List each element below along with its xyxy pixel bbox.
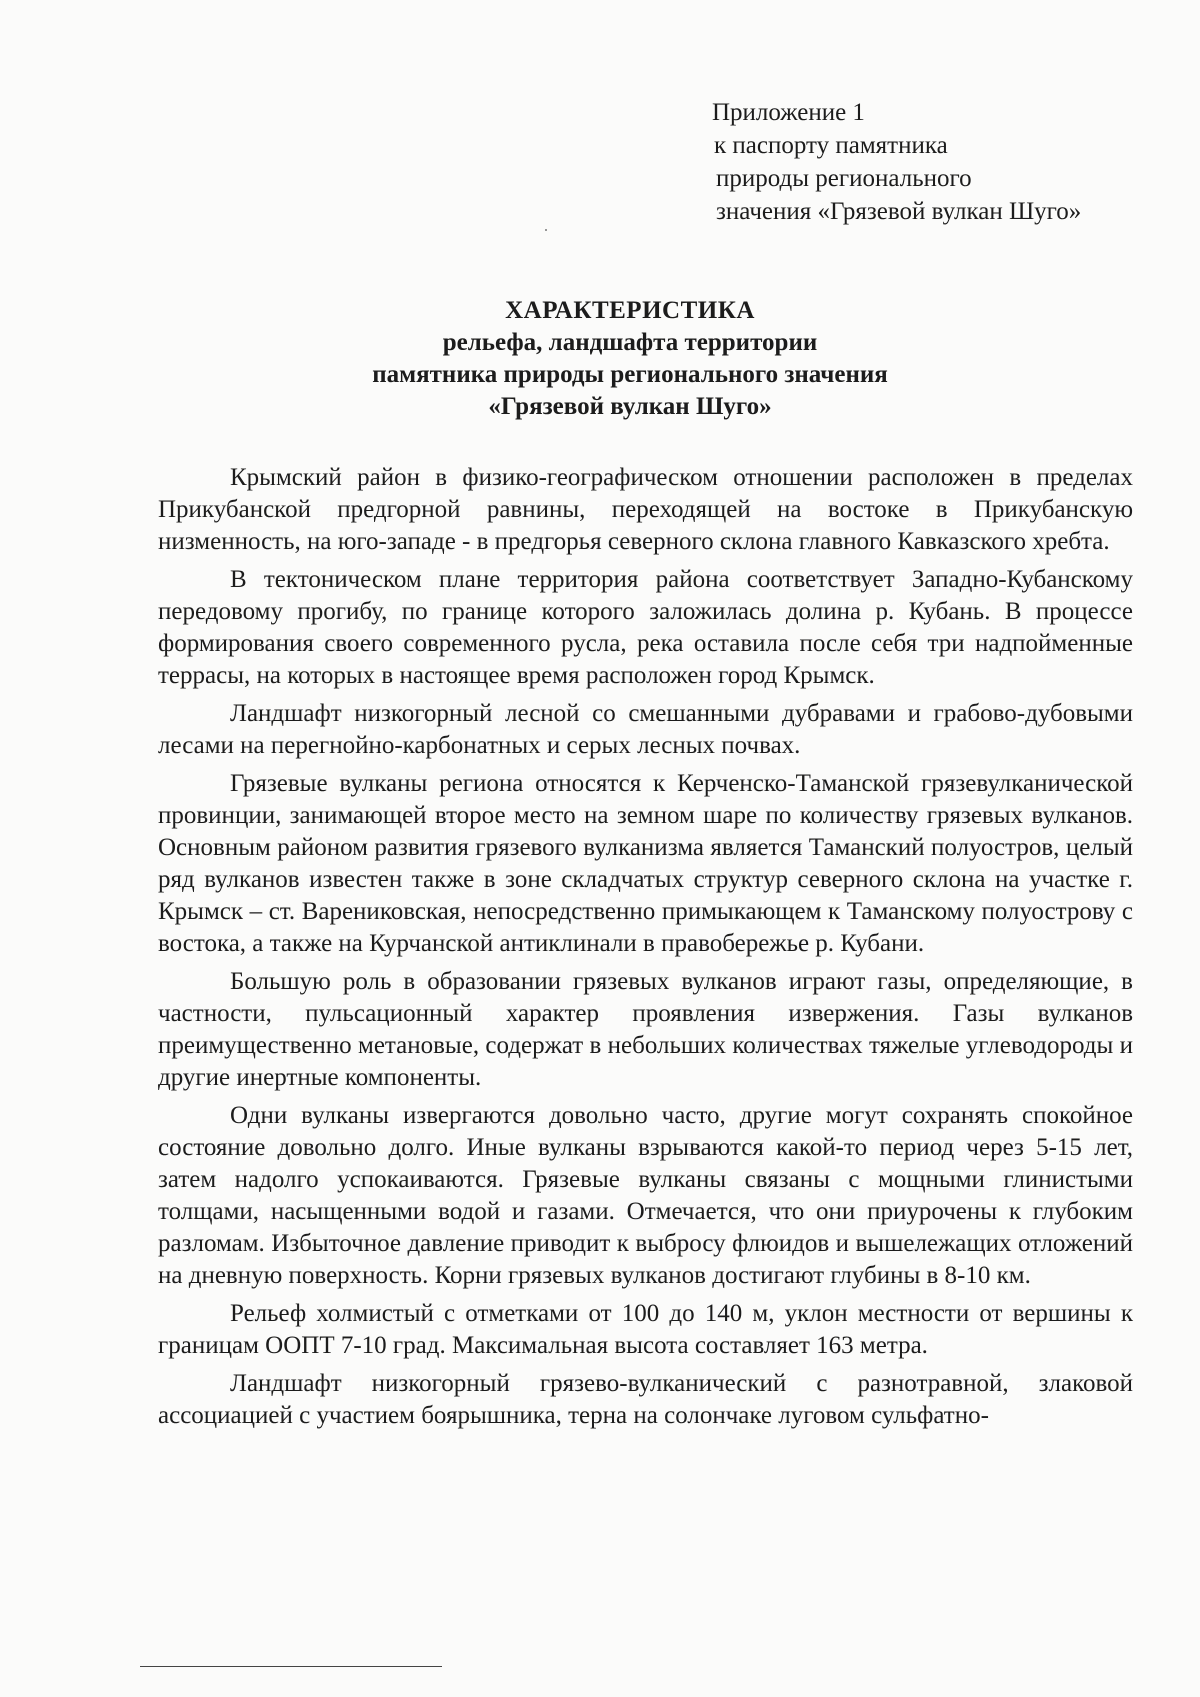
paragraph-5: Большую роль в образовании грязевых вулканов играют газы, определяющие, в частности, пульсационный характер проявления извержения. Газы вулканов преимущественно метановые, содержат в небольших количествах тяжелые углеводороды и другие инертные компоненты.	[158, 968, 1133, 1091]
paragraph-3: Ландшафт низкогорный лесной со смешанными дубравами и грабово-дубовыми лесами на перегнойно-карбонатных и серых лесных почвах.	[158, 700, 1133, 759]
title-line-2: рельефа, ландшафта территории	[442, 329, 818, 356]
footer-rule	[140, 1666, 442, 1667]
document-title	[150, 295, 1110, 423]
paragraph-6: Одни вулканы извергаются довольно часто, другие могут сохранять спокойное состояние довольно долго. Иные вулканы взрываются какой-то период через 5-15 лет, затем надолго успокаиваются. Грязевые вулканы связаны с мощными глинистыми толщами, насыщенными водой и газами. Отмечается, что они приурочены к глубоким разломам. Избыточное давление приводит к выбросу флюидов и вышележащих отложений на дневную поверхность. Корни грязевых вулканов достигают глубины в 8-10 км.	[158, 1102, 1133, 1289]
paragraph-8: Ландшафт низкогорный грязево-вулканический с разнотравной, злаковой ассоциацией с участием боярышника, терна на солончаке луговом сульфатно-	[158, 1370, 1133, 1429]
appendix-line-4: значения «Грязевой вулкан Шуго»	[716, 198, 1082, 225]
document-body	[158, 462, 1133, 1438]
paragraph-7: Рельеф холмистый с отметками от 100 до 140 м, уклон местности от вершины к границам ООПТ 7-10 град. Максимальная высота составляет 163 метра.	[158, 1300, 1133, 1359]
appendix-line-3: природы регионального	[716, 165, 972, 192]
paragraph-1: Крымский район в физико-географическом отношении расположен в пределах Прикубанской предгорной равнины, переходящей на востоке в Прикубанскую низменность, на юго-западе - в предгорья северного склона главного Кавказского хребта.	[158, 464, 1133, 555]
title-line-3: памятника природы регионального значения	[372, 361, 888, 388]
title-line-1: ХАРАКТЕРИСТИКА	[505, 297, 755, 324]
paragraph-4: Грязевые вулканы региона относятся к Керченско-Таманской грязевулканической провинции, занимающей второе место на земном шаре по количеству грязевых вулканов. Основным районом развития грязевого вулканизма является Таманский полуостров, целый ряд вулканов известен также в зоне складчатых структур северного склона на участке г. Крымск – ст. Варениковская, непосредственно примыкающем к Таманскому полуострову с востока, а также на Курчанской антиклинали в правобережье р. Кубани.	[158, 770, 1133, 957]
appendix-line-1: Приложение 1	[712, 99, 865, 126]
title-line-4: «Грязевой вулкан Шуго»	[488, 393, 772, 420]
paragraph-2: В тектоническом плане территория района соответствует Западно-Кубанскому передовому прогибу, по границе которого заложилась долина р. Кубань. В процессе формирования своего современного русла, река оставила после себя три надпойменные террасы, на которых в настоящее время расположен город Крымск.	[158, 566, 1133, 689]
appendix-header	[712, 96, 1081, 228]
appendix-line-2: к паспорту памятника	[714, 132, 948, 159]
scan-speck	[545, 229, 547, 231]
